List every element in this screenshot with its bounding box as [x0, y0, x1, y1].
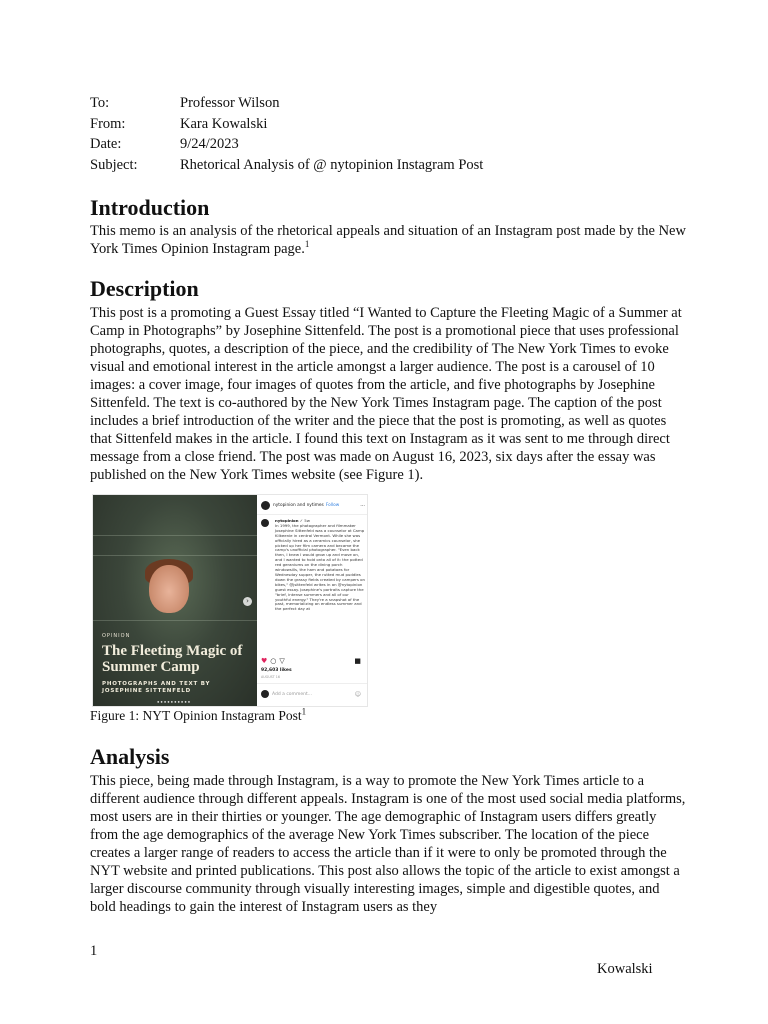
divider [257, 514, 367, 515]
water-ripple [93, 620, 257, 621]
more-options-icon[interactable]: ··· [360, 502, 365, 509]
memo-to-value: Professor Wilson [180, 95, 280, 111]
description-paragraph: This post is a promoting a Guest Essay titled “I Wanted to Capture the Fleeting Magic of a Summer at Camp in Photographs” by Josephine Sittenfeld. The post is a promotional piece that uses professional photographs, quotes, a description of the piece, and the credibility of The New York Times to evoke visual and emotional interest in the article amongst a larger audience. The post is a carousel of 10 images: a cover image, four images of quotes from the article, and five photographs by Josephine Sittenfeld. The text is co-authored by the New York Times Instagram page. The caption of the post includes a brief introduction of the writer and the piece that the post is promoting, as well as quotes that Sittenfeld makes in the article. I found this text on Instagram as it was sent to me through direct message from a close friend. The post was made on August 16, 2023, six days after the essay was published on the New York Times website (see Figure 1). [90, 305, 682, 483]
carousel-next-arrow-icon[interactable]: › [243, 597, 252, 606]
caption-body [275, 519, 365, 612]
analysis-heading: Analysis [90, 744, 170, 769]
page-number: 1 [90, 943, 98, 959]
likes-count[interactable]: 92,603 likes [261, 668, 292, 673]
heart-icon[interactable]: ♥ [261, 657, 268, 665]
running-head: Kowalski [597, 961, 653, 977]
analysis-paragraph: This piece, being made through Instagram, is a way to promote the New York Times article to a different audience through different appeals. Instagram is one of the most used social media platforms, most users are in their thirties or younger. The age demographic of Instagram users differs greatly from the age demographics of the average New York Times subscriber. The location of the piece creates a larger range of readers to access the article than if it were to only be promoted through the NYT website and printed publications. This post also allows the topic of the article to exist amongst a larger discourse community through visually interesting images, simple and digestible quotes, and bold headings to gain the interest of Instagram users as they [90, 773, 686, 915]
memo-date-value: 9/24/2023 [180, 136, 239, 152]
instagram-side-panel [257, 495, 367, 706]
emoji-icon[interactable]: ☺ [354, 690, 361, 698]
caption-text: In 1999, the photographer and filmmaker Josephine Sittenfeld was a counselor at Camp Kilkeenie in central Vermont. While she was officially hired as a ceramics counselor, she picked up her film camera and became the camp's unofficial photographer. "Even back then, I knew I would grow up and move on, and I wanted to hold onto all of it: the potted red geraniums on the dining porch windowsills, the ham and potatoes for Wednesday supper, the rutted mud puddles down the grassy fields created by campers on bikes," @jsittenfeld writes in an @nytopinion guest essay. Josephine's portraits capture the "brief, intense summers and all of our youthful energy." They're a snapshot of the past, memorializing an endless summer and the perfect day at [275, 522, 366, 612]
comment-placeholder: Add a comment... [272, 691, 313, 697]
water-ripple [93, 535, 257, 536]
comment-icon[interactable]: ○ [270, 657, 277, 665]
divider [257, 683, 367, 684]
caption-avatar[interactable] [261, 519, 269, 527]
carousel-cover-image[interactable] [93, 495, 257, 706]
follow-button[interactable]: Follow [325, 503, 340, 508]
post-header [261, 501, 365, 510]
water-ripple [93, 555, 257, 556]
cover-title: The Fleeting Magic of Summer Camp [102, 643, 243, 675]
post-date: AUGUST 16 [261, 675, 280, 679]
memo-from-value: Kara Kowalski [180, 115, 268, 132]
figure-caption-footnote-ref[interactable]: 1 [301, 706, 307, 717]
memo-date-label: Date: [90, 136, 122, 152]
memo-subject-value: Rhetorical Analysis of @ nytopinion Instagram Post [180, 156, 484, 173]
description-heading: Description [90, 276, 199, 301]
bookmark-icon[interactable]: ■ [354, 657, 361, 665]
memo-to-label: To: [90, 95, 110, 111]
share-icon[interactable]: ▽ [279, 657, 285, 665]
memo-to-row [90, 93, 483, 114]
memo-subject-label: Subject: [90, 156, 138, 173]
introduction-footnote-ref[interactable]: 1 [304, 239, 310, 250]
introduction-text: This memo is an analysis of the rhetorical appeals and situation of an Instagram post made by the New York Times Opinion Instagram page. [90, 223, 686, 257]
introduction-section [90, 195, 688, 258]
memo-date-row [90, 134, 483, 155]
cover-subtitle: PHOTOGRAPHS AND TEXT BY JOSEPHINE SITTENFELD [102, 681, 211, 694]
memo-from-label: From: [90, 115, 126, 132]
description-section [90, 276, 688, 484]
swimmer-face [149, 565, 189, 613]
caption-meta: ✓ 5w [299, 518, 310, 523]
account-avatar[interactable] [261, 501, 270, 510]
instagram-post-figure [93, 495, 367, 706]
memo-header [90, 93, 483, 175]
introduction-paragraph [90, 222, 688, 258]
post-actions [261, 657, 361, 665]
add-comment-field[interactable] [261, 690, 361, 698]
memo-subject-row [90, 155, 483, 176]
figure-caption-text: Figure 1: NYT Opinion Instagram Post [90, 708, 302, 723]
caption-username[interactable]: nytopinion [275, 518, 299, 523]
analysis-section [90, 744, 688, 916]
figure-caption [90, 708, 306, 724]
post-caption [261, 519, 365, 612]
memo-from-row [90, 114, 483, 135]
user-avatar [261, 690, 269, 698]
header-accounts[interactable]: nytopinion and nytimes [273, 503, 324, 508]
carousel-dots: ●●●●●●●●●● [157, 699, 192, 704]
cover-kicker: OPINION [102, 633, 131, 639]
introduction-heading: Introduction [90, 195, 210, 220]
